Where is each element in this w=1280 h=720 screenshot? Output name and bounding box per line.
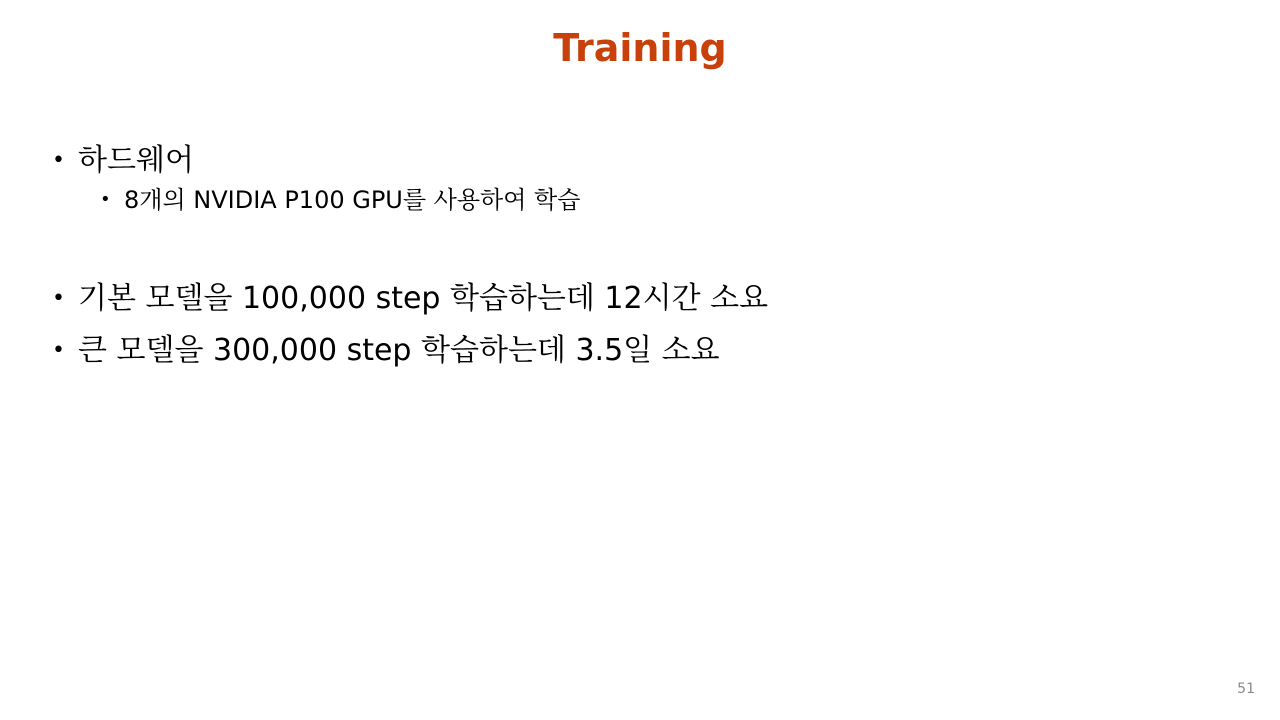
spacer	[52, 218, 1232, 278]
bullet-dot-icon: •	[52, 148, 65, 173]
bullet-list	[52, 140, 1232, 372]
bullet-dot-icon: •	[52, 338, 65, 363]
slide-title: Training	[553, 26, 727, 70]
sub-bullet-gpu	[100, 182, 1232, 218]
page-number: 51	[1237, 681, 1255, 697]
bullet-dot-icon: •	[52, 286, 65, 311]
bullet-hardware	[52, 140, 1232, 182]
sub-bullet-gpu-text: 8개의 NVIDIA P100 GPU를 사용하여 학습	[124, 186, 581, 214]
bullet-big-model	[52, 330, 1232, 372]
bullet-hardware-text: 하드웨어	[78, 143, 194, 178]
bullet-base-model-text: 기본 모델을 100,000 step 학습하는데 12시간 소요	[78, 281, 769, 316]
bullet-big-model-text: 큰 모델을 300,000 step 학습하는데 3.5일 소요	[78, 333, 720, 368]
sub-bullet-dot-icon: •	[100, 189, 111, 210]
spacer	[52, 320, 1232, 330]
bullet-base-model	[52, 278, 1232, 320]
